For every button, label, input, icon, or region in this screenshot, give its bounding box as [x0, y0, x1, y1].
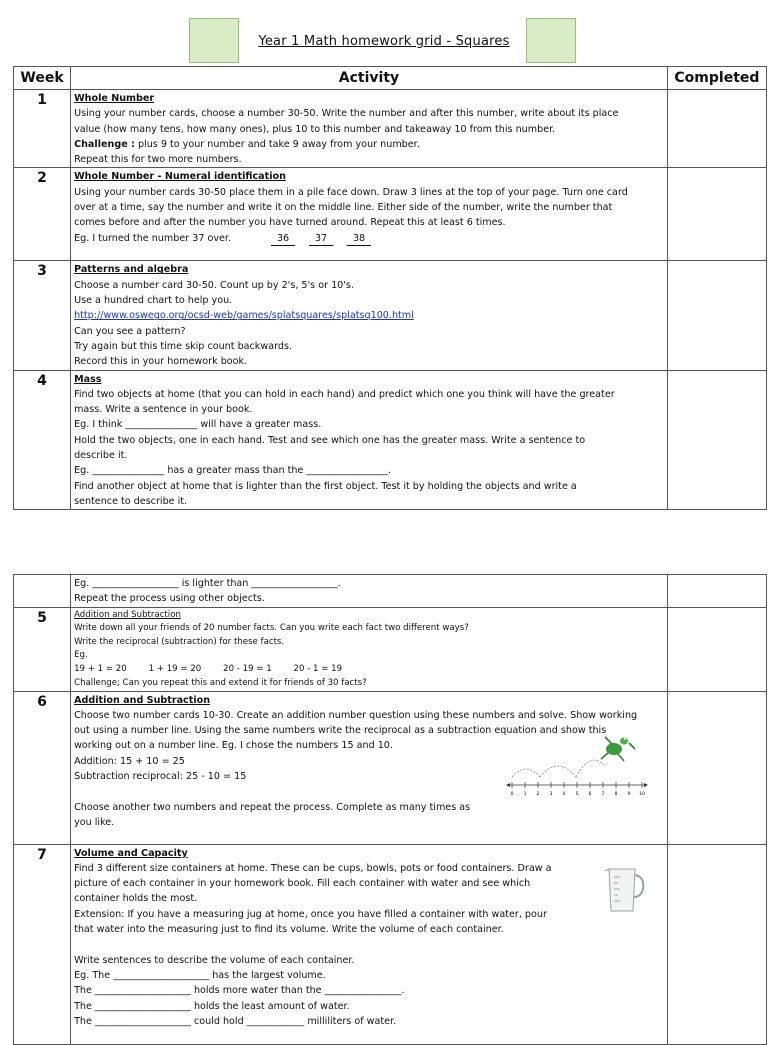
- activity-text: Write sentences to describe the volume of each container.: [74, 954, 355, 966]
- activity-cell: [71, 261, 668, 370]
- page-header: [0, 18, 768, 64]
- activity-text: out using a number line. Using the same numbers write the reciprocal as a subtraction equation and show this: [74, 725, 607, 737]
- activity-text: Eg. The ____________________ has the largest volume.: [74, 969, 326, 981]
- activity-text: Choose a number card 30-50. Count up by 2's, 5's or 10's.: [74, 279, 354, 291]
- week-number: 5: [14, 607, 71, 691]
- homework-grid-table: [13, 66, 767, 510]
- table-header-row: [14, 67, 767, 90]
- activity-cell: [71, 370, 668, 510]
- completed-cell[interactable]: [667, 370, 766, 510]
- activity-text: Addition: 15 + 10 = 25: [74, 755, 185, 767]
- column-header-completed: Completed: [667, 67, 766, 90]
- completed-cell[interactable]: [667, 168, 766, 261]
- jump-arc: [540, 766, 576, 777]
- activity-text: Can you see a pattern?: [74, 325, 186, 337]
- activity-text: over at a time, say the number and write it on the middle line. Either side of the number, write the number that: [74, 202, 613, 214]
- activity-text: sentence to describe it.: [74, 495, 188, 507]
- number-line-tick-label: 0: [510, 791, 514, 797]
- activity-text: Eg. I think _______________ will have a greater mass.: [74, 419, 322, 431]
- activity-text: picture of each container in your homework book. Fill each container with water and see which: [74, 878, 531, 890]
- challenge-label: Challenge :: [74, 138, 135, 150]
- column-header-week: Week: [14, 67, 71, 90]
- activity-text: Eg. _______________ has a greater mass than the _________________.: [74, 465, 392, 477]
- activity-text: Subtraction reciprocal: 25 - 10 = 15: [74, 771, 247, 783]
- activity-text: Using your number cards, choose a number 30-50. Write the number and after this number, write about its place: [74, 108, 619, 120]
- decorative-green-square: [189, 18, 239, 63]
- activity-heading: Mass: [74, 373, 102, 385]
- week-number: 6: [14, 691, 71, 844]
- activity-text: mass. Write a sentence in your book.: [74, 404, 253, 416]
- activity-text: Extension: If you have a measuring jug at home, once you have filled a container with water, pour: [74, 908, 547, 920]
- activity-text: Eg. I turned the number 37 over.: [74, 232, 232, 244]
- activity-text: Eg. __________________ is lighter than __________________.: [74, 578, 341, 589]
- number-line-tick-label: 7: [601, 791, 605, 797]
- activity-text: Write the reciprocal (subtraction) for these facts.: [74, 636, 285, 647]
- jump-arc: [512, 769, 540, 777]
- activity-text: container holds the most.: [74, 893, 198, 905]
- activity-text: Eg.: [74, 650, 88, 661]
- homework-grid-table-continued: [13, 574, 767, 1045]
- activity-text: 19 + 1 = 20 1 + 19 = 20 20 - 19 = 1 20 - 1 = 19: [74, 663, 343, 674]
- table-row: [14, 90, 767, 168]
- number-line-tick-label: 10: [639, 791, 645, 797]
- activity-text: [74, 937, 664, 952]
- activity-text: plus 9 to your number and take 9 away from your number.: [137, 138, 420, 150]
- activity-cell: [71, 607, 668, 691]
- activity-text: The ____________________ holds the least amount of water.: [74, 1000, 350, 1012]
- jump-arc: [576, 760, 604, 777]
- activity-text: The ____________________ could hold ____________ milliliters of water.: [74, 1015, 397, 1027]
- completed-cell[interactable]: [667, 607, 766, 691]
- number-line-tick-label: 1: [523, 791, 527, 797]
- completed-cell[interactable]: [667, 691, 766, 844]
- activity-cell: [71, 90, 668, 168]
- frog-icon: [601, 737, 635, 761]
- table-row: [14, 844, 767, 1044]
- number-line-tick-label: 5: [575, 791, 579, 797]
- activity-text: Hold the two objects, one in each hand. Test and see which one has the greater mass. Write a sentence to: [74, 434, 586, 446]
- completed-cell[interactable]: [667, 261, 766, 370]
- activity-text: Record this in your homework book.: [74, 356, 248, 368]
- activity-heading: Whole Number: [74, 93, 155, 104]
- week-number: 3: [14, 261, 71, 370]
- table-row: [14, 607, 767, 691]
- sequence-number: 36: [271, 233, 295, 246]
- week-number: [14, 575, 71, 608]
- activity-text: Write down all your friends of 20 number facts. Can you write each fact two different ways?: [74, 623, 469, 634]
- activity-text: Challenge; Can you repeat this and extend it for friends of 30 facts?: [74, 677, 367, 688]
- activity-heading: Addition and Subtraction: [74, 609, 181, 620]
- number-line-tick-label: 2: [536, 791, 540, 797]
- table-row: [14, 370, 767, 510]
- activity-text: Use a hundred chart to help you.: [74, 295, 233, 307]
- activity-cell: [71, 575, 668, 608]
- sequence-number: 37: [309, 233, 333, 246]
- week-number: 7: [14, 844, 71, 1044]
- activity-cell: [71, 691, 668, 844]
- week-number: 4: [14, 370, 71, 510]
- activity-cell: [71, 168, 668, 261]
- number-line-tick-label: 9: [627, 791, 631, 797]
- table-row: [14, 575, 767, 608]
- activity-text: The ____________________ holds more water than the ________________.: [74, 985, 405, 997]
- activity-text: that water into the measuring just to find its volume. Write the volume of each container.: [74, 924, 504, 936]
- activity-text: Using your number cards 30-50 place them in a pile face down. Draw 3 lines at the top of your page. Turn one card: [74, 186, 628, 198]
- activity-heading: Addition and Subtraction: [74, 694, 211, 706]
- activity-text: Repeat this for two more numbers.: [74, 154, 242, 166]
- activity-text: Repeat the process using other objects.: [74, 593, 265, 605]
- hundred-chart-link[interactable]: http://www.oswego.org/ocsd-web/games/splatsquares/splatsq100.html: [74, 310, 414, 322]
- week-number: 2: [14, 168, 71, 261]
- activity-text: working out on a number line. Eg. I chose the numbers 15 and 10.: [74, 740, 393, 752]
- completed-cell[interactable]: [667, 575, 766, 608]
- activity-text: Find another object at home that is lighter than the first object. Test it by holding the objects and write a: [74, 480, 577, 492]
- activity-text: Try again but this time skip count backwards.: [74, 340, 293, 352]
- decorative-green-square: [526, 18, 576, 63]
- activity-text: Find two objects at home (that you can hold in each hand) and predict which one you think will have the greater: [74, 388, 615, 400]
- page-title: Year 1 Math homework grid - Squares: [258, 34, 510, 49]
- activity-text: Choose two number cards 10-30. Create an addition number question using these numbers and solve. Show working: [74, 709, 638, 721]
- number-line-tick-label: 4: [562, 791, 566, 797]
- activity-text: value (how many tens, how many ones), plus 10 to this number and takeaway 10 from this number.: [74, 123, 556, 135]
- completed-cell[interactable]: [667, 90, 766, 168]
- number-line-tick-label: 6: [588, 791, 592, 797]
- number-line-tick-label: 3: [549, 791, 553, 797]
- activity-heading: Volume and Capacity: [74, 847, 188, 859]
- activity-text: Choose another two numbers and repeat the process. Complete as many times as: [74, 801, 471, 813]
- activity-text: you like.: [74, 816, 115, 828]
- activity-text: describe it.: [74, 450, 128, 462]
- activity-heading: Patterns and algebra: [74, 264, 189, 276]
- number-line-illustration: [504, 725, 651, 800]
- activity-text: comes before and after the number you have turned around. Repeat this at least 6 times.: [74, 217, 506, 229]
- table-row: [14, 168, 767, 261]
- activity-cell: [71, 844, 668, 1044]
- measuring-jug-icon: [599, 865, 647, 915]
- activity-text: Find 3 different size containers at home. These can be cups, bowls, pots or food containers. Draw a: [74, 862, 552, 874]
- table-row: [14, 691, 767, 844]
- table-row: [14, 261, 767, 370]
- sequence-number: 38: [347, 233, 371, 246]
- completed-cell[interactable]: [667, 844, 766, 1044]
- column-header-activity: Activity: [71, 67, 668, 90]
- number-line-tick-label: 8: [614, 791, 618, 797]
- week-number: 1: [14, 90, 71, 168]
- activity-heading: Whole Number - Numeral identification: [74, 171, 286, 183]
